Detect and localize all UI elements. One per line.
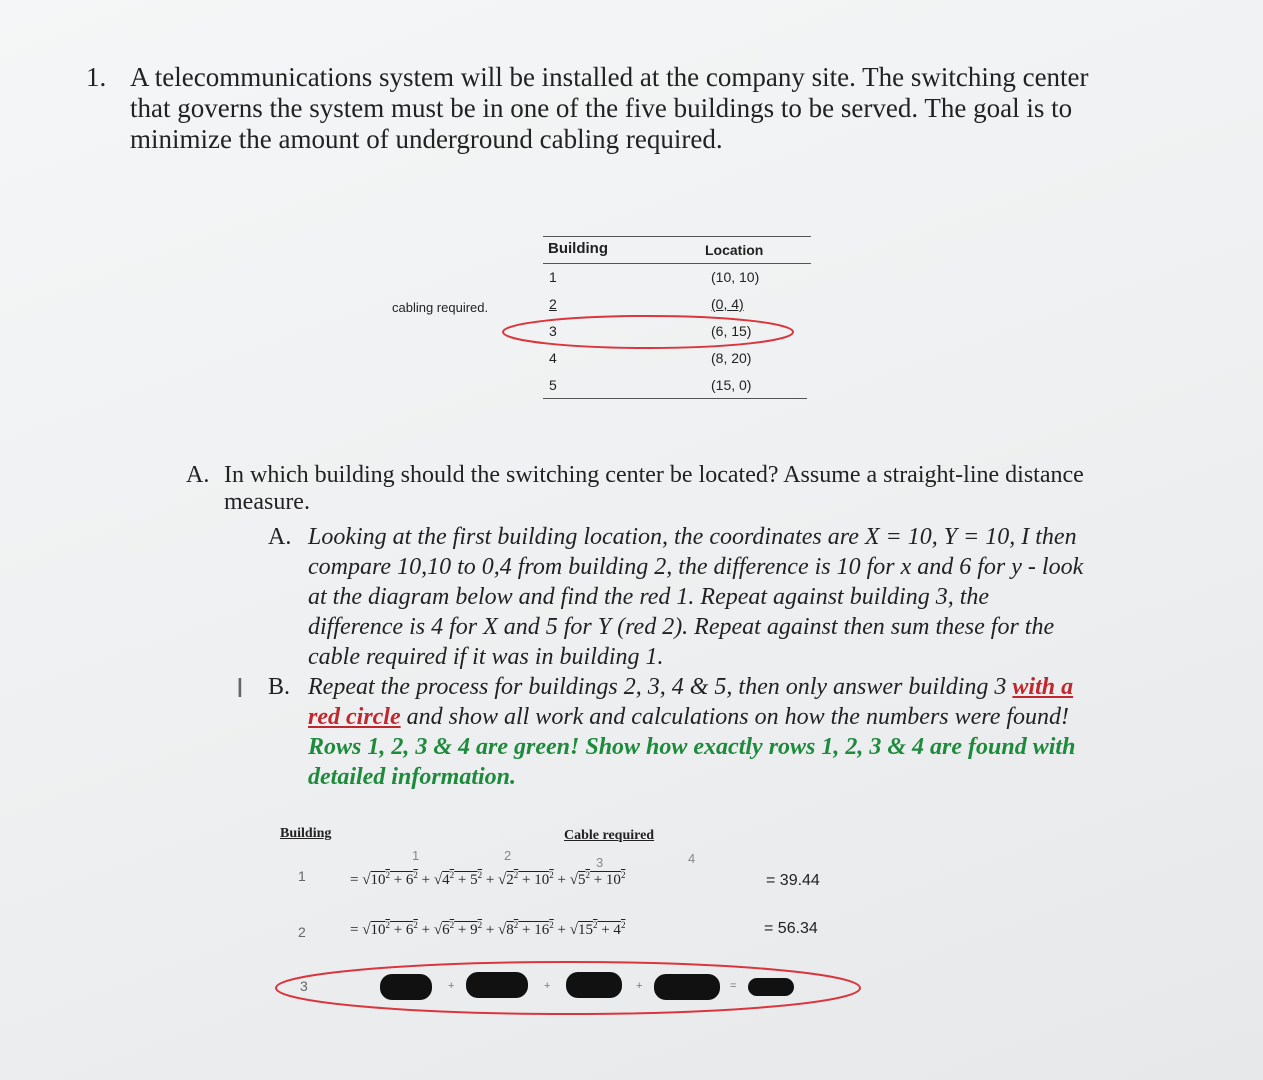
question-number: 1. [86, 62, 107, 92]
plus-sign: + [448, 980, 455, 992]
row-building: 2 [549, 296, 557, 312]
col-num: 3 [596, 855, 604, 870]
cable-header-building: Building [280, 826, 332, 841]
table-header-rule [543, 263, 811, 264]
row-location: (0, 4) [711, 296, 744, 312]
table-side-label: cabling required. [392, 300, 489, 315]
sub-b-text-1: Repeat the process for buildings 2, 3, 4 & 5, then only answer building 3 [308, 674, 1013, 700]
row-location: (10, 10) [711, 269, 760, 285]
row-building: 3 [549, 323, 557, 339]
sub-b-text [308, 672, 1088, 792]
part-a-label: A. [186, 462, 210, 488]
sub-a-label: A. [268, 524, 292, 550]
col-num: 1 [412, 848, 420, 863]
plus-sign: + [636, 980, 643, 992]
col-num: 4 [688, 851, 696, 866]
red-circle-row-3 [500, 310, 800, 354]
row-building: 4 [549, 350, 557, 366]
equals-sign: = [730, 980, 737, 992]
sub-b-text-2: and show all work and calculations on how the numbers were found! [400, 704, 1070, 730]
header-location: Location [705, 242, 764, 258]
table-top-rule [543, 236, 811, 237]
col-num: 2 [504, 848, 512, 863]
cable-result: = 39.44 [766, 872, 820, 889]
text-cursor-icon: I [236, 672, 244, 703]
cable-row-building: 1 [298, 868, 306, 884]
row-location: (8, 20) [711, 350, 752, 366]
table-bottom-rule [543, 398, 807, 399]
sub-a-text: Looking at the first building location, the coordinates are X = 10, Y = 10, I then compare 10,10 to 0,4 from building 2, the difference is 10 for x and 6 for y - look at the diagram below and find the red 1. Repeat against building 3, the difference is 4 for X and 5 for Y (red 2). Repeat against then sum these for the cable required if it was in building 1. [308, 524, 1084, 670]
plus-sign: + [544, 980, 551, 992]
row-location: (6, 15) [711, 323, 752, 339]
cable-row-building: 2 [298, 924, 306, 940]
cable-formula-row-1: = $√10^2 + 6^2 + √4^2 + 5^2 + √2^2 + 10^2 + √5^2 + 10^2$ [350, 870, 626, 888]
question-text: A telecommunications system will be installed at the company site. The switching center that governs the system must be in one of the five buildings to be served. The goal is to minimize the amount of underground cabling required. [130, 62, 1089, 154]
row-building: 5 [549, 377, 557, 393]
table-row [543, 265, 811, 291]
part-a-text: In which building should the switching center be located? Assume a straight-line distance measure. [224, 462, 1084, 515]
sub-b-green-text: Rows 1, 2, 3 & 4 are green! Show how exactly rows 1, 2, 3 & 4 are found with detailed information. [308, 734, 1076, 790]
cable-header-required: Cable required [564, 828, 655, 843]
cable-result: = 56.34 [764, 920, 818, 937]
cable-row-building: 3 [300, 978, 308, 994]
red-circle-row-3-answer [272, 958, 872, 1022]
row-location: (15, 0) [711, 377, 752, 393]
cable-formula-row-2: = $√10^2 + 6^2 + √6^2 + 9^2 + √8^2 + 16^2 + √15^2 + 4^2$ [350, 920, 626, 938]
sub-b-red-text: with a red circle [308, 674, 1074, 730]
table-row [543, 373, 811, 399]
row-building: 1 [549, 269, 557, 285]
sub-b-label: B. [268, 674, 291, 700]
header-building: Building [548, 240, 608, 257]
